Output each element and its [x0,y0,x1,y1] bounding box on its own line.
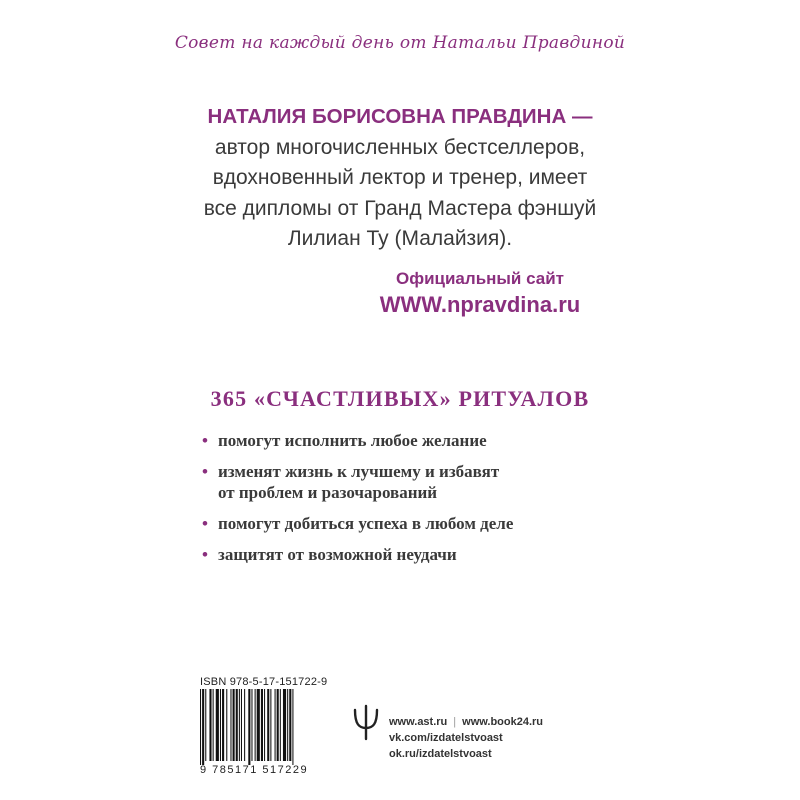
barcode-bar [255,689,256,761]
list-item-text: изменят жизнь к лучшему и избавят [218,462,500,481]
author-bio-line: Лилиан Ту (Малайзия). [287,227,513,250]
barcode-bar [248,689,250,765]
barcode-bar [220,689,221,761]
link-vk[interactable]: vk.com/izdatelstvoast [389,732,503,744]
barcode-bar [292,689,293,765]
author-bio-line: вдохновенный лектор и тренер, имеет [212,166,588,189]
isbn: ISBN 978-5-17-151722-9 [200,676,328,688]
barcode-bar [251,689,252,761]
barcode-bar [226,689,227,761]
link-separator: | [453,716,457,728]
list-item [202,513,622,534]
barcode-bar [209,689,211,761]
barcode-bar [244,689,245,761]
barcode-bar [202,689,204,765]
bullet-icon: • [202,514,208,533]
link-ast[interactable]: www.ast.ru [389,716,448,728]
barcode-bar [261,689,263,761]
barcode-bar [289,689,291,761]
author-bio-line: автор многочисленных бестселлеров, [214,135,586,159]
official-site [320,268,640,320]
barcode-bar [241,689,242,761]
barcode-bar [287,689,288,761]
bullet-icon: • [202,545,208,564]
series-title: Совет на каждый день от Натальи Правдиной [174,33,626,53]
barcode-bar [264,689,265,761]
barcode-bar [257,689,260,761]
barcode-bar [283,689,286,761]
barcode-bar [267,689,269,761]
benefits-list [202,430,622,575]
barcode-bar [233,689,235,761]
psi-logo-icon [351,702,381,742]
section-heading: 365 «СЧАСТЛИВЫХ» РИТУАЛОВ [210,386,590,411]
barcode-bar [236,689,238,761]
publisher-links [389,714,543,762]
barcode-bar [275,689,276,761]
barcode-bar [230,689,231,761]
barcode-bar [277,689,279,761]
bullet-icon: • [202,462,208,481]
barcode-bar [222,689,224,761]
author-name: НАТАЛИЯ БОРИСОВНА ПРАВДИНА — [207,105,593,128]
author-bio-line: все дипломы от Гранд Мастера фэншуй [203,196,597,220]
barcode-bar [270,689,271,761]
official-site-label: Официальный сайт [395,269,564,288]
link-ok[interactable]: ok.ru/izdatelstvoast [389,748,492,760]
link-book24[interactable]: www.book24.ru [462,716,544,728]
barcode-bar [239,689,240,761]
list-item [202,461,622,503]
barcode-digits: 9 785171 517229 [200,764,309,776]
official-site-link[interactable]: WWW.npravdina.ru [379,292,581,317]
list-item [202,430,622,451]
barcode-bar [216,689,219,761]
list-item-text: защитят от возможной неудачи [218,545,457,564]
list-item-text: помогут добиться успеха в любом деле [218,514,514,533]
barcode-bar [205,689,206,761]
list-item-text: помогут исполнить любое желание [218,431,487,450]
barcode-bar [280,689,281,761]
list-item [202,544,622,565]
author-block [170,102,630,255]
barcode-bar [213,689,214,761]
barcode-bar [200,689,201,765]
barcode [197,689,337,769]
list-item-text: от проблем и разочарований [218,483,438,502]
bullet-icon: • [202,431,208,450]
